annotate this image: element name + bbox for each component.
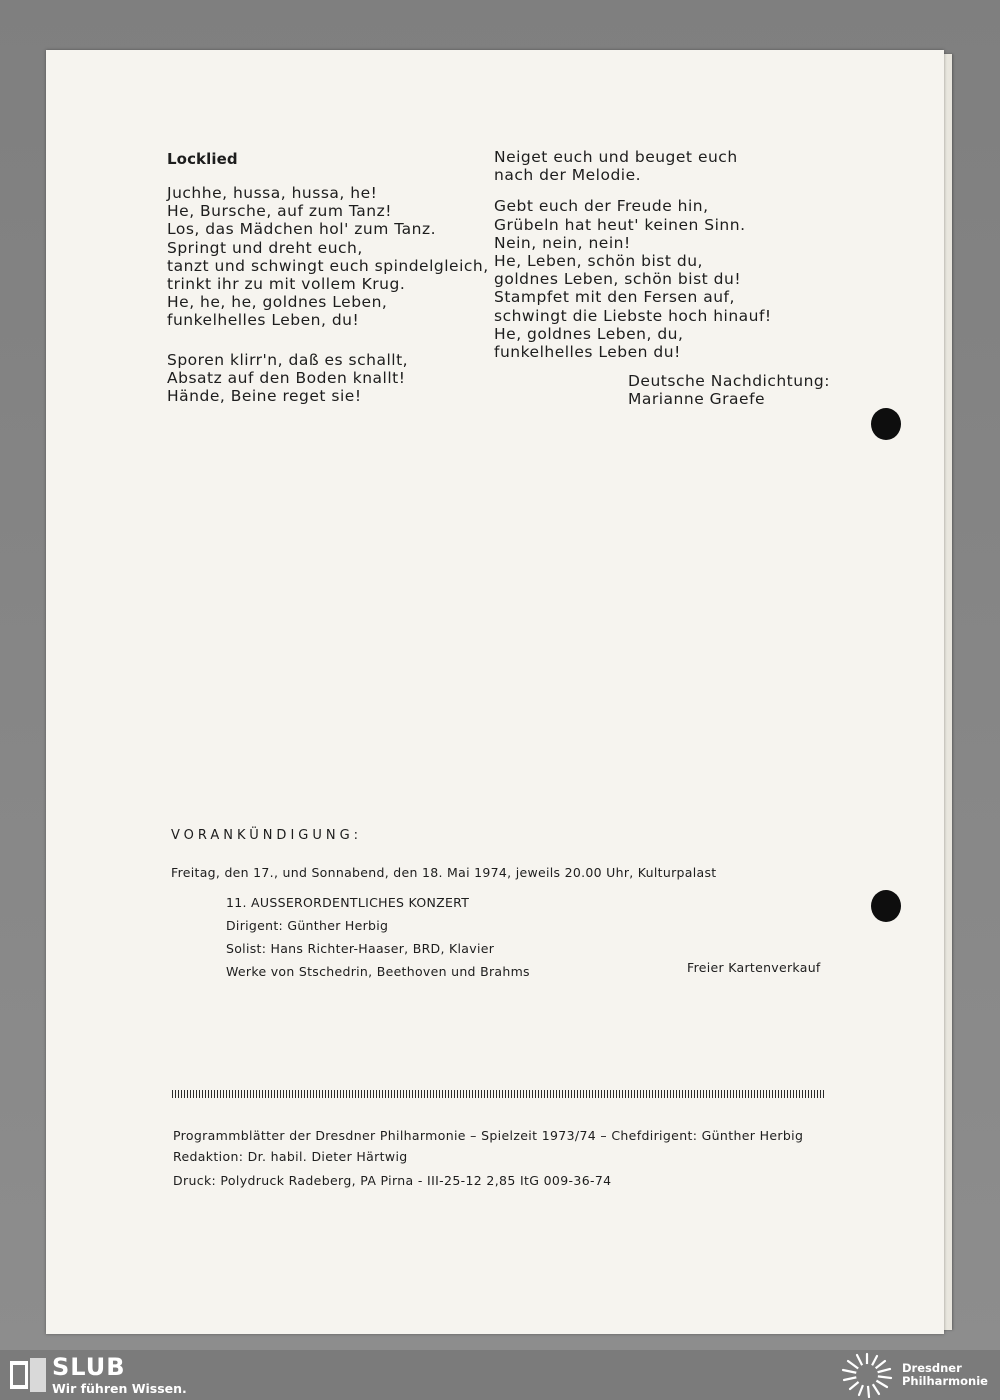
stanza-1 [167,184,487,330]
poem-line: Nein, nein, nein! [494,233,631,252]
editor-line: Redaktion: Dr. habil. Dieter Härtwig [173,1149,408,1164]
poem-line: He, goldnes Leben, du, [494,324,684,343]
publication-line: Programmblätter der Dresdner Philharmonie – Spielzeit 1973/74 – Chefdirigent: Günther Herbig [173,1128,804,1143]
poem-line: He, Leben, schön bist du, [494,252,703,271]
ticket-sales: Freier Kartenverkauf [687,960,821,975]
poem-line: Absatz auf den Boden knallt! [167,368,406,387]
poem-line: Los, das Mädchen hol' zum Tanz. [167,220,437,239]
poem-line: funkelhelles Leben du! [494,343,681,362]
slub-tagline: Wir führen Wissen. [52,1381,187,1396]
stanza-2 [167,351,487,406]
punch-hole [871,890,901,922]
soloist: Solist: Hans Richter-Haaser, BRD, Klavier [226,941,495,956]
stanza-gap [167,330,487,351]
punch-hole [871,408,901,440]
poem-line: He, Bursche, auf zum Tanz! [167,202,392,221]
poem-line: tanzt und schwingt euch spindelgleich, [167,256,489,275]
poem-line: Springt und dreht euch, [167,238,363,257]
announcement-heading: VORANKÜNDIGUNG: [171,828,363,843]
translation-label: Deutsche Nachdichtung: [628,372,830,390]
slub-name: SLUB [52,1353,126,1381]
poem-line: Sporen klirr'n, daß es schallt, [167,350,409,369]
poem-right-column [494,148,854,361]
conductor: Dirigent: Günther Herbig [226,918,389,933]
poem-line: Grübeln hat heut' keinen Sinn. [494,215,746,234]
poem-left-column [167,150,487,405]
poem-line: Gebt euch der Freude hin, [494,197,709,216]
printer-line: Druck: Polydruck Radeberg, PA Pirna - III-25-12 2,85 ItG 009-36-74 [173,1173,612,1188]
poem-title: Locklied [167,150,238,168]
concert-date: Freitag, den 17., und Sonnabend, den 18. Mai 1974, jeweils 20.00 Uhr, Kulturpalast [171,865,717,880]
poem-line: nach der Melodie. [494,166,642,185]
poem-line: He, he, he, goldnes Leben, [167,293,388,312]
translator-name: Marianne Graefe [628,390,766,409]
slub-logo-icon [10,1358,46,1392]
program-page [46,50,944,1334]
poem-line: trinkt ihr zu mit vollem Krug. [167,275,406,294]
stanza-gap [494,184,854,197]
poem-line: funkelhelles Leben, du! [167,311,360,330]
orchestra-name-line2: Philharmonie [902,1374,988,1388]
poem-line: Neiget euch und beuget euch [494,148,738,166]
stanza-4 [494,197,854,361]
credits [173,1125,803,1191]
barcode-strip [172,1090,824,1098]
poem-line: schwingt die Liebste hoch hinauf! [494,306,772,325]
orchestra-name [902,1362,988,1388]
concert-title: 11. AUSSERORDENTLICHES KONZERT [226,895,470,910]
stanza-3 [494,148,854,184]
poem-line: Juchhe, hussa, hussa, he! [167,184,378,202]
orchestra-name-line1: Dresdner [902,1361,962,1375]
translation-credit [628,372,858,408]
poem-line: goldnes Leben, schön bist du! [494,270,742,289]
works: Werke von Stschedrin, Beethoven und Brahms [226,964,530,979]
footer-bar [0,1350,1000,1400]
philharmonie-logo-icon [840,1352,894,1398]
poem-line: Stampfet mit den Fersen auf, [494,288,735,307]
poem-line: Hände, Beine reget sie! [167,387,362,406]
